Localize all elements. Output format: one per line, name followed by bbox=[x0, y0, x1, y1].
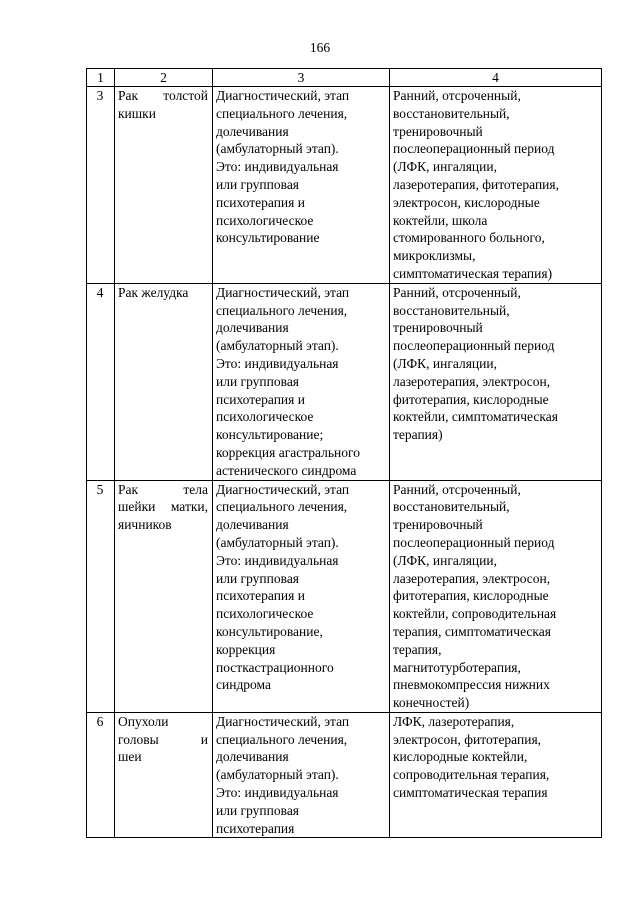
rehab-stage-line: долечивания bbox=[216, 123, 289, 139]
rehab-stage-line: (амбулаторный этап). bbox=[216, 338, 339, 354]
rehab-stage-line: долечивания bbox=[216, 320, 289, 336]
rehab-stage-line: (амбулаторный этап). bbox=[216, 534, 339, 550]
rehab-methods-line: терапия) bbox=[393, 427, 443, 443]
rehab-methods-line: восстановительный, bbox=[393, 499, 510, 515]
column-header-1: 1 bbox=[87, 69, 115, 87]
rehab-stage-line: психологическое bbox=[216, 409, 314, 425]
rehab-stage-cell bbox=[213, 480, 390, 712]
rehab-methods-line: восстановительный, bbox=[393, 105, 510, 121]
rehab-stage-line: Диагностический, этап bbox=[216, 284, 350, 300]
rehab-stage-line: специального лечения, bbox=[216, 731, 348, 747]
rehab-stage-line: астенического синдрома bbox=[216, 462, 357, 478]
rehab-methods-line: терапия, bbox=[393, 641, 442, 657]
rehab-stage-cell bbox=[213, 712, 390, 838]
rehab-methods-line: сопроводительная терапия, bbox=[393, 767, 550, 783]
rehab-methods-line: Ранний, отсроченный, bbox=[393, 88, 521, 103]
rehab-methods-line: Ранний, отсроченный, bbox=[393, 284, 521, 300]
rehab-methods-line: тренировочный bbox=[393, 123, 483, 139]
rehab-stage-line: синдрома bbox=[216, 677, 271, 693]
rehab-stage-line: специального лечения, bbox=[216, 302, 348, 318]
rehab-methods-line: пневмокомпрессия нижних bbox=[393, 677, 550, 693]
rehab-stage-line: (амбулаторный этап). bbox=[216, 141, 339, 157]
rehab-methods-cell bbox=[390, 87, 602, 284]
rehab-stage-line: коррекция bbox=[216, 641, 276, 657]
rehab-stage-line: Это: индивидуальная bbox=[216, 552, 339, 568]
cancer-type-line: яичников bbox=[118, 517, 172, 533]
rehab-stage-line: или групповая bbox=[216, 176, 300, 192]
column-header-4: 4 bbox=[390, 69, 602, 87]
cancer-type-cell bbox=[115, 712, 213, 838]
rehab-stage-line: консультирование, bbox=[216, 623, 323, 639]
rehab-stage-line: коррекция агастрального bbox=[216, 444, 360, 460]
rehab-stage-cell bbox=[213, 87, 390, 284]
rehab-methods-cell bbox=[390, 480, 602, 712]
cancer-type-line: шейки матки, bbox=[118, 499, 208, 515]
rehab-stage-line: психологическое bbox=[216, 606, 314, 622]
rehab-methods-line: восстановительный, bbox=[393, 302, 510, 318]
rehab-methods-cell bbox=[390, 712, 602, 838]
rehab-stage-line: или групповая bbox=[216, 570, 300, 586]
cancer-type-line: Рак толстой bbox=[118, 88, 208, 103]
rehab-methods-line: коктейли, школа bbox=[393, 212, 488, 228]
table-row bbox=[87, 712, 602, 838]
rehab-stage-line: Диагностический, этап bbox=[216, 481, 350, 497]
rehab-methods-line: симптоматическая терапия) bbox=[393, 265, 553, 281]
row-number: 6 bbox=[87, 712, 115, 838]
rehab-methods-line: электросон, фитотерапия, bbox=[393, 731, 542, 747]
rehab-stage-line: или групповая bbox=[216, 802, 300, 818]
cancer-type-cell bbox=[115, 87, 213, 284]
rehab-methods-line: Ранний, отсроченный, bbox=[393, 481, 521, 497]
table-header-row bbox=[87, 69, 602, 87]
rehab-methods-line: конечностей) bbox=[393, 695, 470, 711]
rehab-stage-line: консультирование bbox=[216, 230, 320, 246]
rehab-stage-line: (амбулаторный этап). bbox=[216, 767, 339, 783]
rehab-stage-line: психотерапия и bbox=[216, 588, 305, 604]
rehab-stage-line: Диагностический, этап bbox=[216, 88, 350, 103]
rehab-methods-line: лазеротерапия, электросон, bbox=[393, 373, 551, 389]
column-header-2: 2 bbox=[115, 69, 213, 87]
cancer-type-line: шеи bbox=[118, 749, 142, 765]
rehab-methods-cell bbox=[390, 283, 602, 480]
page-number: 166 bbox=[309, 40, 331, 55]
cancer-type-line: Рак тела bbox=[118, 481, 208, 497]
table-row bbox=[87, 480, 602, 712]
rehab-stage-line: консультирование; bbox=[216, 427, 324, 443]
rehab-stage-line: долечивания bbox=[216, 749, 289, 765]
rehab-methods-line: магнитотурботерапия, bbox=[393, 659, 521, 675]
rehab-stage-line: Это: индивидуальная bbox=[216, 159, 339, 175]
cancer-type-line: кишки bbox=[118, 105, 156, 121]
cancer-type-line: Рак желудка bbox=[118, 284, 189, 300]
rehab-methods-line: тренировочный bbox=[393, 517, 483, 533]
rehab-methods-line: фитотерапия, кислородные bbox=[393, 391, 549, 407]
rehab-methods-line: (ЛФК, ингаляции, bbox=[393, 355, 497, 371]
table-body bbox=[87, 87, 602, 838]
row-number: 5 bbox=[87, 480, 115, 712]
rehab-stage-line: психотерапия bbox=[216, 820, 295, 836]
rehab-stage-line: посткастрационного bbox=[216, 659, 334, 675]
rehab-methods-line: послеоперационный период bbox=[393, 534, 555, 550]
rehab-methods-line: послеоперационный период bbox=[393, 338, 555, 354]
rehab-methods-line: кислородные коктейли, bbox=[393, 749, 528, 765]
table-row bbox=[87, 87, 602, 284]
rehab-stage-line: психотерапия и bbox=[216, 194, 305, 210]
rehab-stage-line: Это: индивидуальная bbox=[216, 785, 339, 801]
cancer-type-line: головы и bbox=[118, 731, 208, 747]
rehab-methods-line: терапия, симптоматическая bbox=[393, 623, 551, 639]
cancer-type-line: Опухоли bbox=[118, 713, 169, 729]
rehab-stage-line: долечивания bbox=[216, 517, 289, 533]
rehab-stage-line: Диагностический, этап bbox=[216, 713, 350, 729]
rehab-stage-line: психотерапия и bbox=[216, 391, 305, 407]
rehab-methods-line: (ЛФК, ингаляции, bbox=[393, 552, 497, 568]
rehab-methods-line: коктейли, симптоматическая bbox=[393, 409, 558, 425]
rehab-methods-line: послеоперационный период bbox=[393, 141, 555, 157]
rehab-stage-line: или групповая bbox=[216, 373, 300, 389]
rehab-methods-line: ЛФК, лазеротерапия, bbox=[393, 713, 515, 729]
column-header-3: 3 bbox=[213, 69, 390, 87]
rehab-methods-line: фитотерапия, кислородные bbox=[393, 588, 549, 604]
rehab-methods-line: электросон, кислородные bbox=[393, 194, 540, 210]
rehab-methods-line: лазеротерапия, фитотерапия, bbox=[393, 176, 559, 192]
rehab-methods-line: лазеротерапия, электросон, bbox=[393, 570, 551, 586]
rehab-stage-line: специального лечения, bbox=[216, 105, 348, 121]
row-number: 3 bbox=[87, 87, 115, 284]
rehab-stage-line: специального лечения, bbox=[216, 499, 348, 515]
rehab-methods-line: коктейли, сопроводительная bbox=[393, 606, 557, 622]
rehab-stage-line: Это: индивидуальная bbox=[216, 355, 339, 371]
rehab-stage-line: психологическое bbox=[216, 212, 314, 228]
cancer-type-cell bbox=[115, 480, 213, 712]
row-number: 4 bbox=[87, 283, 115, 480]
rehab-methods-line: (ЛФК, ингаляции, bbox=[393, 159, 497, 175]
rehab-methods-line: тренировочный bbox=[393, 320, 483, 336]
rehab-methods-line: микроклизмы, bbox=[393, 248, 476, 264]
rehab-stage-cell bbox=[213, 283, 390, 480]
rehab-methods-line: симптоматическая терапия bbox=[393, 785, 548, 801]
rehab-methods-line: стомированного больного, bbox=[393, 230, 545, 246]
cancer-type-cell bbox=[115, 283, 213, 480]
rehabilitation-table bbox=[86, 68, 602, 838]
table-row bbox=[87, 283, 602, 480]
